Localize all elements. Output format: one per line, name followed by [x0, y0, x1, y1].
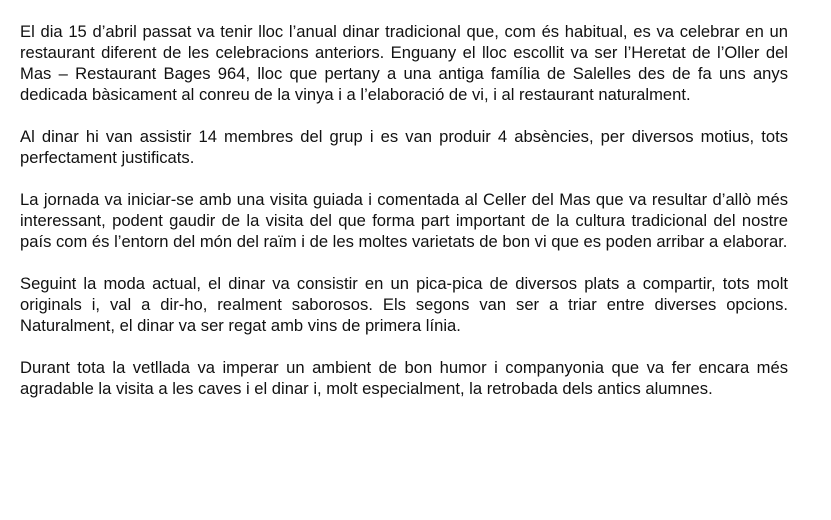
paragraph-dinar-intro: El dia 15 d’abril passat va tenir lloc l’anual dinar tradicional que, com és habitual, es va celebrar en un restaurant diferent de les celebracions anteriors. Enguany el lloc escollit va ser l’Heretat de l’Oller del Mas – Restaurant Bages 964, lloc que pertany a una antiga família de Salelles des de fa uns anys dedicada bàsicament al conreu de la vinya i a l’elaboració de vi, i al restaurant naturalment. [20, 22, 788, 104]
paragraph-menu: Seguint la moda actual, el dinar va consistir en un pica-pica de diversos plats a compartir, tots molt originals i, val a dir-ho, realment saborosos. Els segons van ser a triar entre diverses opcions. Naturalment, el dinar va ser regat amb vins de primera línia. [20, 274, 788, 335]
paragraph-ambient: Durant tota la vetllada va imperar un ambient de bon humor i companyonia que va fer encara més agradable la visita a les caves i el dinar i, molt especialment, la retrobada dels antics alumnes. [20, 358, 788, 398]
document-body [20, 21, 788, 399]
paragraph-visita-celler: La jornada va iniciar-se amb una visita guiada i comentada al Celler del Mas que va resultar d’allò més interessant, podent gaudir de la visita del que forma part important de la cultura tradicional del nostre país com és l’entorn del món del raïm i de les moltes varietats de bon vi que es poden arribar a elaborar. [20, 190, 788, 251]
paragraph-assistencia: Al dinar hi van assistir 14 membres del grup i es van produir 4 absències, per diversos motius, tots perfectament justificats. [20, 127, 788, 167]
